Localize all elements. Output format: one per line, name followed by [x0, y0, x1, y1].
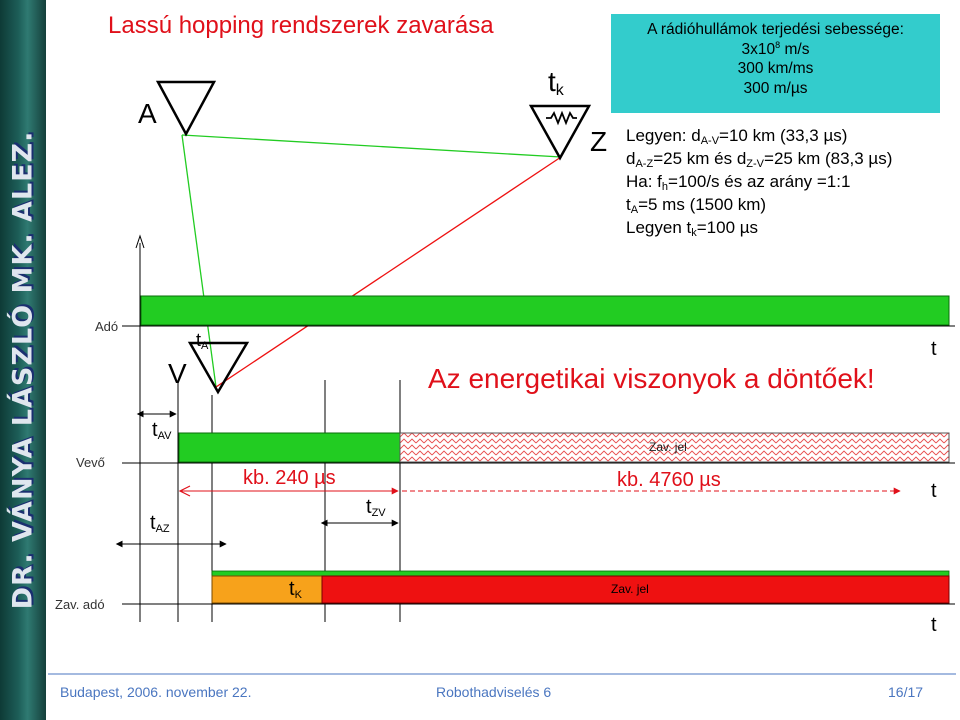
- conditions-block: [626, 124, 892, 239]
- condition-1: Legyen: $d_{A-V}=10$ km (33,3 µs): [626, 126, 848, 147]
- axis-t-vevo: t: [931, 480, 937, 502]
- row-label-zav-ado: Zav. adó: [55, 597, 105, 612]
- zav-bar-orange: [212, 576, 322, 603]
- path-z-v: [216, 157, 561, 387]
- zav-bar-top-strip: [212, 571, 949, 576]
- tk-bar-label: $t_K$: [289, 578, 302, 601]
- node-ta-label: $t_A$: [196, 330, 209, 352]
- axis-t-zav: t: [931, 614, 937, 636]
- tzv-label: $t_{ZV}$: [366, 496, 386, 519]
- condition-3: Ha: $f_h=100/s$ és az arány =1:1: [626, 172, 851, 193]
- footer-date: Budapest, 2006. november 22.: [60, 684, 252, 700]
- footer-course: Robothadviselés 6: [436, 684, 552, 700]
- resistor-icon: [546, 113, 577, 123]
- node-v-label: V: [168, 358, 187, 389]
- info-line-3: 300 m/µs: [743, 79, 808, 97]
- info-line-1: $3x10^8$ m/s: [741, 39, 810, 58]
- info-line-2: 300 km/ms: [737, 60, 814, 77]
- vevo-jam-label: Zav. jel: [649, 440, 687, 454]
- condition-2: $d_{A-Z}=25$ km és $d_{Z-V}=25$ km (83,3 µs): [626, 149, 893, 170]
- kb-4760-label: kb. 4760 µs: [617, 469, 721, 491]
- vevo-bar-green: [179, 433, 400, 462]
- energy-emphasis-text: Az energetikai viszonyok a döntőek!: [428, 363, 875, 394]
- kb-240-label: kb. 240 µs: [243, 467, 336, 489]
- row-label-vevo: Vevő: [76, 455, 105, 470]
- taz-label: $t_{AZ}$: [150, 512, 170, 535]
- tav-label: $t_{AV}$: [152, 419, 172, 442]
- sidebar-author-text: DR. VÁNYA LÁSZLÓ MK. ALEZ.: [7, 130, 39, 610]
- node-tk-label: $t_k$: [548, 66, 564, 99]
- antenna-z-icon: [531, 106, 589, 158]
- node-z-label: Z: [590, 126, 608, 157]
- zav-jam-label: Zav. jel: [611, 582, 649, 596]
- path-a-z: [182, 135, 561, 157]
- condition-5: Legyen $t_k=100$ µs: [626, 218, 759, 239]
- propagation-info-box: [611, 14, 940, 113]
- info-heading: A rádióhullámok terjedési sebessége:: [647, 21, 904, 38]
- node-a-label: A: [138, 98, 157, 129]
- slide-title: Lassú hopping rendszerek zavarása: [108, 12, 494, 39]
- ado-bar: [141, 296, 949, 325]
- antenna-a-icon: [158, 82, 214, 134]
- axis-t-ado: t: [931, 338, 937, 360]
- footer-page-number: 16/17: [888, 684, 924, 700]
- condition-4: $t_A=5$ ms (1500 km): [626, 195, 767, 216]
- row-label-ado: Adó: [95, 319, 119, 334]
